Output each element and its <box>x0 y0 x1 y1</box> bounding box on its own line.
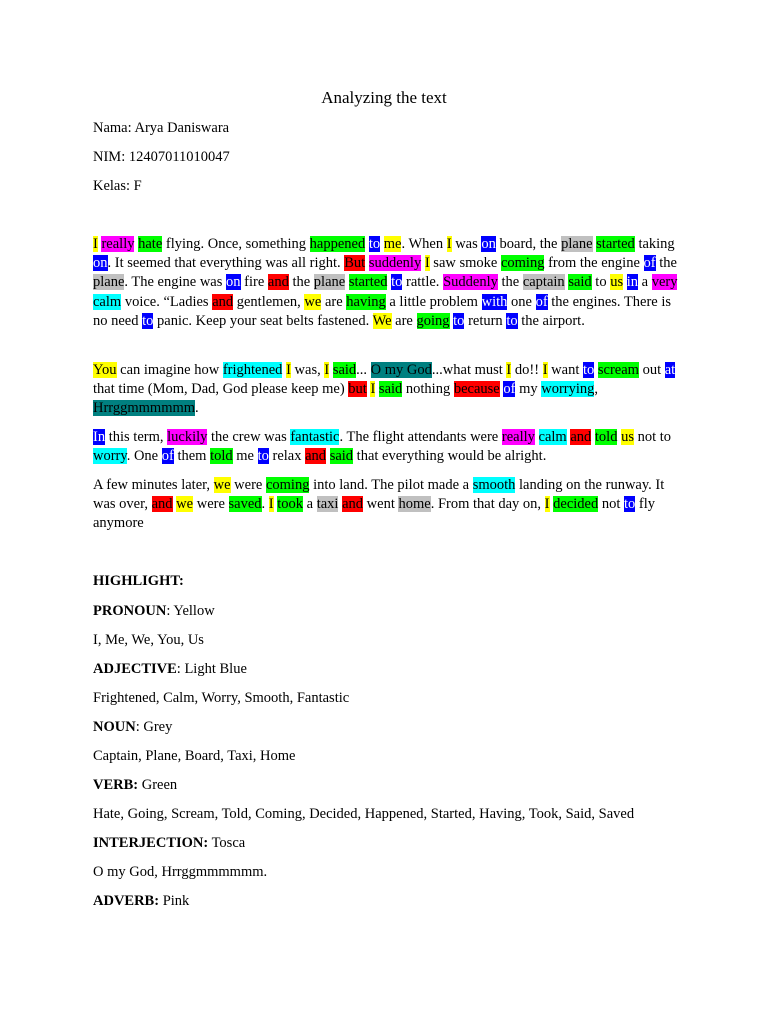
highlight-blue: in <box>626 274 639 291</box>
text-run: that everything would be alright. <box>353 448 547 465</box>
text-run: into land. The pilot made a <box>309 477 473 493</box>
text-run: out <box>638 362 665 378</box>
highlight-yellow: We <box>372 312 392 329</box>
text-run: panic. Keep your seat belts fastened. <box>153 312 373 329</box>
text-run: rattle. <box>402 274 444 291</box>
text-run: that time (Mom, Dad, God please keep me) <box>93 381 349 398</box>
text-run: landing on the runway. It was over, <box>93 477 665 513</box>
text-run: return <box>464 312 507 329</box>
highlight-pink: really <box>501 429 535 445</box>
text-run: are <box>391 312 417 329</box>
highlight-red: because <box>453 381 500 398</box>
highlight-cyan: smooth <box>472 477 516 493</box>
highlight-yellow: I <box>446 236 452 252</box>
text-run: are <box>321 293 347 310</box>
text-run: the <box>497 274 523 291</box>
text-run: want <box>547 362 583 378</box>
highlight-cyan: calm <box>93 293 122 310</box>
highlight-blue: to <box>506 312 518 329</box>
highlight-yellow: I <box>324 362 330 378</box>
text-run: my <box>515 381 542 398</box>
text-run: flying. Once, something <box>162 236 310 252</box>
text-run: the engines. There is no need <box>93 293 672 329</box>
highlight-grey: taxi <box>316 496 339 513</box>
highlight-blue: at <box>664 362 676 378</box>
highlight-yellow: we <box>304 293 322 310</box>
highlight-grey: plane <box>561 236 593 252</box>
text-run: . From that day on, <box>430 496 545 513</box>
highlight-pink: really <box>101 236 135 252</box>
legend-interjection: INTERJECTION: Tosca <box>93 835 246 851</box>
highlight-blue: of <box>643 255 656 272</box>
highlight-green: said <box>332 362 357 378</box>
highlight-green: started <box>348 274 388 291</box>
legend-verb: VERB: Green <box>93 777 178 793</box>
text-run <box>535 429 539 445</box>
text-run: the crew was <box>207 429 291 445</box>
text-run: a <box>303 496 317 513</box>
highlight-green: said <box>568 274 592 291</box>
highlight-green: hate <box>138 236 163 252</box>
highlight-yellow: us <box>610 274 624 291</box>
highlight-red: but <box>348 381 367 398</box>
text-run: . One <box>126 448 162 465</box>
highlight-blue: on <box>481 236 496 252</box>
text-run: . The flight attendants were <box>339 429 502 445</box>
text-run: a <box>638 274 652 291</box>
highlight-teal: Hrrggmmmmmm <box>93 400 196 417</box>
text-run: , <box>594 381 599 398</box>
highlight-red: But <box>344 255 366 272</box>
highlight-grey: home <box>398 496 431 513</box>
highlight-yellow: I <box>268 496 274 513</box>
highlight-green: decided <box>553 496 599 513</box>
legend-adjective-words: Frightened, Calm, Worry, Smooth, Fantastic <box>93 690 350 706</box>
text-run: a little problem <box>385 293 482 310</box>
student-nim: NIM: 12407011010047 <box>93 149 230 165</box>
text-run: to <box>591 274 611 291</box>
highlight-yellow: I <box>286 362 291 378</box>
text-run: from the engine <box>544 255 644 272</box>
highlight-blue: to <box>142 312 154 329</box>
highlight-grey: plane <box>313 274 346 291</box>
highlight-yellow: us <box>621 429 634 445</box>
text-run: relax <box>268 448 306 465</box>
highlight-green: happened <box>309 236 366 252</box>
highlight-green: said <box>378 381 403 398</box>
text-run: . It seemed that everything was all right. <box>107 255 345 272</box>
text-run: can imagine how <box>116 362 223 378</box>
text-run: them <box>173 448 211 465</box>
text-run: went <box>363 496 399 513</box>
highlight-red: and <box>342 496 364 513</box>
text-run: gentlemen, <box>233 293 305 310</box>
highlight-red: and <box>570 429 592 445</box>
text-run: fly anymore <box>93 496 656 532</box>
text-run: not to <box>633 429 672 445</box>
highlight-green: saved <box>228 496 262 513</box>
highlight-cyan: frightened <box>222 362 283 378</box>
highlight-blue: In <box>93 429 106 445</box>
highlight-yellow: I <box>424 255 430 272</box>
highlight-blue: to <box>368 236 381 252</box>
highlight-green: told <box>594 429 618 445</box>
highlight-green: going <box>416 312 450 329</box>
text-run: the <box>288 274 314 291</box>
highlight-blue: of <box>503 381 516 398</box>
highlight-grey: plane <box>93 274 125 291</box>
highlight-pink: luckily <box>167 429 208 445</box>
story-paragraph-4 <box>93 476 678 534</box>
highlight-heading: HIGHLIGHT: <box>93 573 184 589</box>
text-run: . When <box>401 236 447 252</box>
highlight-green: took <box>277 496 304 513</box>
highlight-pink: Suddenly <box>443 274 498 291</box>
highlight-blue: with <box>481 293 508 310</box>
highlight-yellow: I <box>370 381 376 398</box>
highlight-red: and <box>212 293 234 310</box>
highlight-blue: on <box>93 255 108 272</box>
legend-adverb: ADVERB: Pink <box>93 893 190 909</box>
text-run: was, <box>290 362 325 378</box>
document-title: Analyzing the text <box>321 88 447 107</box>
highlight-yellow: You <box>93 362 117 378</box>
text-run: taking <box>634 236 675 252</box>
highlight-yellow: I <box>93 236 98 252</box>
highlight-cyan: calm <box>538 429 567 445</box>
highlight-yellow: me <box>383 236 402 252</box>
student-class: Kelas: F <box>93 178 142 194</box>
text-run: . <box>195 400 199 417</box>
text-run: the <box>655 255 677 272</box>
text-run: saw smoke <box>429 255 501 272</box>
highlight-blue: to <box>624 496 636 513</box>
text-run: were <box>230 477 266 493</box>
text-run: . <box>261 496 269 513</box>
legend-verb-words: Hate, Going, Scream, Told, Coming, Decided, Happened, Started, Having, Took, Said, Saved <box>93 806 635 822</box>
text-run: A few minutes later, <box>93 477 214 493</box>
highlight-grey: captain <box>522 274 565 291</box>
highlight-blue: to <box>391 274 403 291</box>
text-run: were <box>193 496 229 513</box>
text-run: voice. “Ladies <box>121 293 213 310</box>
story-paragraph-1 <box>93 235 678 331</box>
highlight-green: started <box>596 236 635 252</box>
highlight-red: and <box>305 448 327 465</box>
text-run: . The engine was <box>124 274 227 291</box>
highlight-blue: of <box>535 293 548 310</box>
highlight-green: coming <box>265 477 310 493</box>
text-run: do!! <box>511 362 543 378</box>
story-paragraph-3 <box>93 428 678 466</box>
highlight-red: and <box>151 496 173 513</box>
legend-pronoun-words: I, Me, We, You, Us <box>93 632 204 648</box>
highlight-pink: very <box>651 274 678 291</box>
text-run: nothing <box>402 381 454 398</box>
text-run: fire <box>240 274 268 291</box>
highlight-blue: to <box>582 362 595 378</box>
legend-noun: NOUN: Grey <box>93 719 173 735</box>
highlight-yellow: we <box>213 477 231 493</box>
highlight-yellow: I <box>542 362 548 378</box>
highlight-teal: O my God <box>370 362 432 378</box>
highlight-blue: to <box>257 448 269 465</box>
legend-pronoun: PRONOUN: Yellow <box>93 603 215 619</box>
legend-noun-words: Captain, Plane, Board, Taxi, Home <box>93 748 296 764</box>
highlight-yellow: I <box>506 362 512 378</box>
text-run: ...what must <box>431 362 507 378</box>
highlight-blue: of <box>161 448 174 465</box>
highlight-cyan: worrying <box>541 381 595 398</box>
student-name: Nama: Arya Daniswara <box>93 120 230 136</box>
highlight-blue: to <box>453 312 465 329</box>
highlight-blue: on <box>226 274 241 291</box>
text-run: not <box>598 496 625 513</box>
highlight-red: and <box>267 274 289 291</box>
highlight-green: having <box>346 293 386 310</box>
text-run: board, the <box>495 236 562 252</box>
highlight-green: coming <box>500 255 545 272</box>
highlight-cyan: fantastic <box>290 429 340 445</box>
text-run: ... <box>356 362 371 378</box>
highlight-green: scream <box>597 362 639 378</box>
text-run: was <box>451 236 482 252</box>
highlight-pink: suddenly <box>368 255 422 272</box>
text-run: the airport. <box>517 312 585 329</box>
highlight-yellow: we <box>176 496 194 513</box>
text-run: me <box>232 448 258 465</box>
highlight-yellow: I <box>544 496 550 513</box>
highlight-green: said <box>329 448 354 465</box>
text-run: this term, <box>105 429 168 445</box>
story-paragraph-2 <box>93 361 678 419</box>
legend-adjective: ADJECTIVE: Light Blue <box>93 661 247 677</box>
highlight-green: told <box>210 448 233 465</box>
legend-interjection-words: O my God, Hrrggmmmmmm. <box>93 864 268 880</box>
text-run: one <box>507 293 536 310</box>
highlight-cyan: worry <box>93 448 127 465</box>
